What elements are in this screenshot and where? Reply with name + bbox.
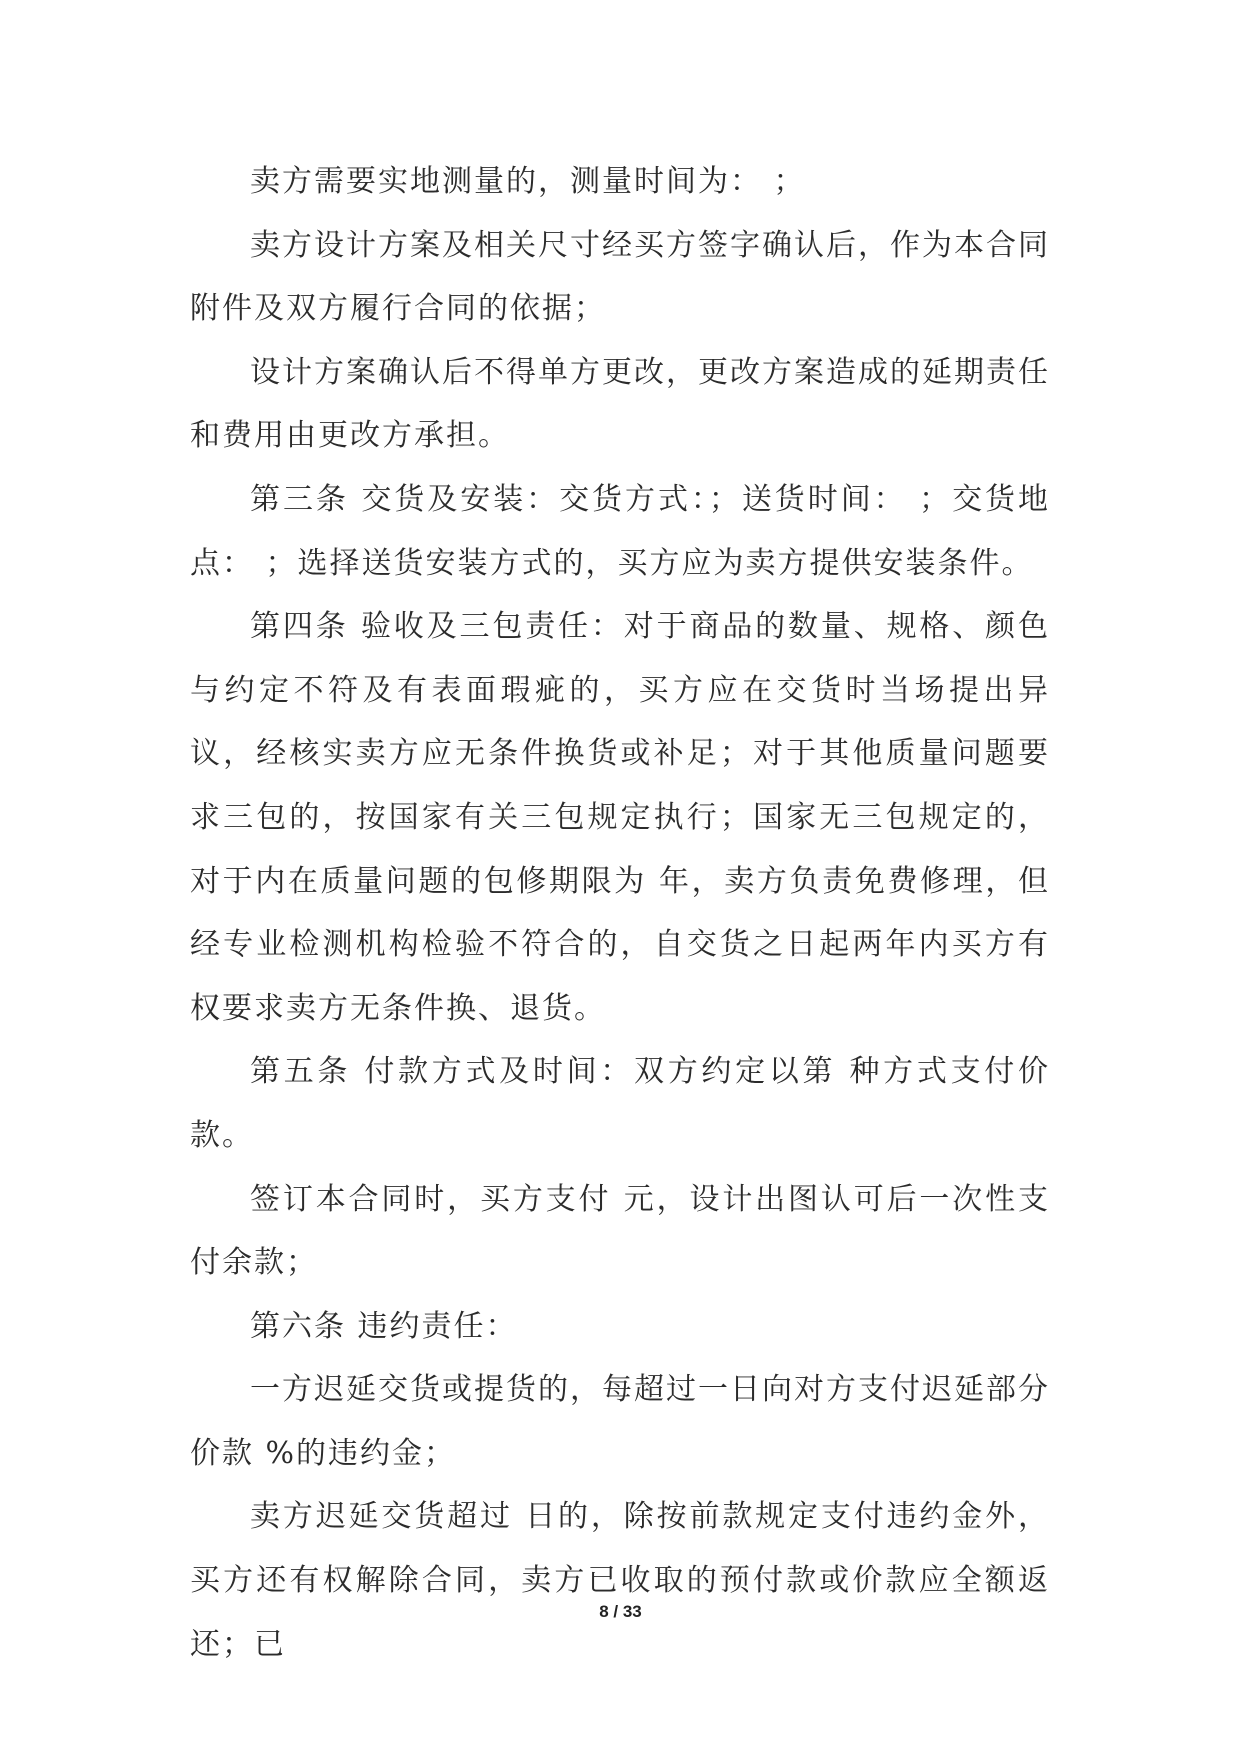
paragraph-article-6-liability: 第六条 违约责任： [250,1308,518,1344]
paragraph-article-3-delivery: 第三条 交货及安装：交货方式：；送货时间： ；交货地点： ；选择送货安装方式的，买方应为卖方提供安装条件。 [190,481,1050,581]
page-number: 8 / 33 [599,1602,642,1621]
paragraph-contract-termination: 卖方迟延交货超过 日的，除按前款规定支付违约金外，买方还有权解除合同，卖方已收取的预付款或价款应全额返还；已 [190,1499,1050,1662]
paragraph-article-4-acceptance: 第四条 验收及三包责任：对于商品的数量、规格、颜色与约定不符及有表面瑕疵的，买方应在交货时当场提出异议，经核实卖方应无条件换货或补足；对于其他质量问题要求三包的，按国家有关三包规定执行；国家无三包规定的，对于内在质量问题的包修期限为 年，卖方负责免费修理，但经专业检测机构检验不符合的，自交货之日起两年内买方有权要求卖方无条件换、退货。 [190,609,1050,1026]
paragraph-article-5-payment: 第五条 付款方式及时间：双方约定以第 种方式支付价款。 [190,1054,1050,1153]
paragraph-late-delivery-penalty: 一方迟延交货或提货的，每超过一日向对方支付迟延部分价款 %的违约金； [190,1372,1050,1471]
paragraph-measurement-time: 卖方需要实地测量的，测量时间为： ； [250,164,806,199]
paragraph-payment-terms: 签订本合同时，买方支付 元，设计出图认可后一次性支付余款； [190,1181,1050,1281]
paragraph-design-confirmation: 卖方设计方案及相关尺寸经买方签字确认后，作为本合同附件及双方履行合同的依据； [190,227,1050,327]
document-body [190,150,1050,1676]
paragraph-design-changes: 设计方案确认后不得单方更改，更改方案造成的延期责任和费用由更改方承担。 [190,354,1050,454]
